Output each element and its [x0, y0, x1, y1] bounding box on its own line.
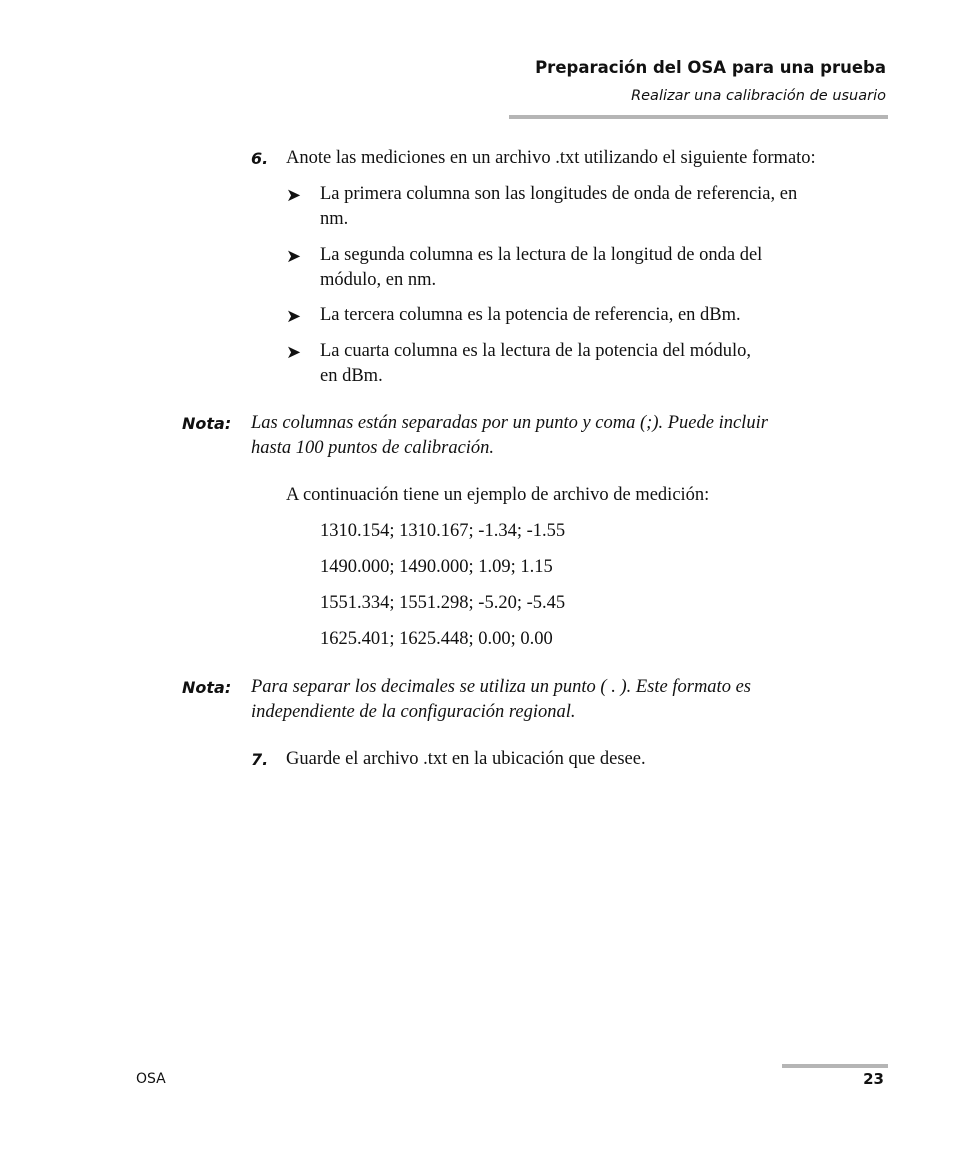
bullet-arrow-icon: ➤: [286, 246, 302, 266]
header-title: Preparación del OSA para una prueba: [535, 58, 886, 77]
bullet-arrow-icon: ➤: [286, 185, 302, 205]
bullet-text: La primera columna son las longitudes de onda de referencia, en: [320, 184, 798, 204]
step-number: 7.: [251, 750, 269, 769]
example-line: 1625.401; 1625.448; 0.00; 0.00: [320, 629, 553, 649]
header-divider: [509, 115, 888, 119]
bullet-text-cont: módulo, en nm.: [320, 270, 437, 290]
note-text-cont: independiente de la configuración regional.: [251, 702, 576, 722]
header-subtitle: Realizar una calibración de usuario: [631, 88, 886, 104]
step-text: Guarde el archivo .txt en la ubicación que desee.: [286, 749, 646, 769]
bullet-text: La segunda columna es la lectura de la longitud de onda del: [320, 245, 763, 265]
note-label: Nota:: [182, 414, 232, 433]
example-line: 1551.334; 1551.298; -5.20; -5.45: [320, 593, 566, 613]
footer-divider: [782, 1064, 888, 1068]
bullet-text: La cuarta columna es la lectura de la potencia del módulo,: [320, 341, 751, 361]
page-number: 23: [863, 1070, 884, 1088]
note-text-cont: hasta 100 puntos de calibración.: [251, 438, 495, 458]
bullet-arrow-icon: ➤: [286, 306, 302, 326]
note-text: Para separar los decimales se utiliza un punto ( . ). Este formato es: [251, 677, 751, 697]
bullet-text: La tercera columna es la potencia de referencia, en dBm.: [320, 305, 741, 325]
bullet-text-cont: nm.: [320, 209, 349, 229]
step-number: 6.: [251, 149, 269, 168]
example-line: 1490.000; 1490.000; 1.09; 1.15: [320, 557, 553, 577]
example-line: 1310.154; 1310.167; -1.34; -1.55: [320, 521, 566, 541]
footer-product: OSA: [136, 1071, 166, 1087]
example-intro: A continuación tiene un ejemplo de archivo de medición:: [286, 485, 710, 505]
note-text: Las columnas están separadas por un punto y coma (;). Puede incluir: [251, 413, 768, 433]
bullet-text-cont: en dBm.: [320, 366, 383, 386]
note-label: Nota:: [182, 678, 232, 697]
bullet-arrow-icon: ➤: [286, 342, 302, 362]
step-text: Anote las mediciones en un archivo .txt utilizando el siguiente formato:: [286, 148, 816, 168]
